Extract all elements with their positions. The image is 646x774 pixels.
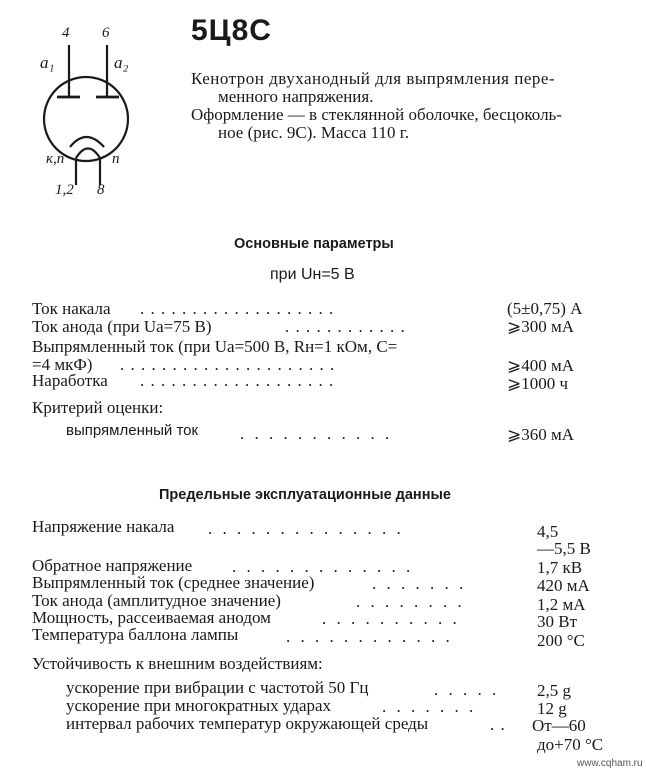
main-row-1-value: ⩾300 мА [507,317,575,336]
limit-row-2-leader: . . . . . . . . . . . . . [232,557,414,576]
criterion-leader: . . . . . . . . . . . [240,424,393,443]
main-row-0-label: Ток накала [32,299,111,318]
watermark: www.cqham.ru [577,758,643,769]
tube-title: 5Ц8С [191,14,272,47]
limit-row-6-leader: . . . . . . . . . . . . [286,627,453,646]
limit-row-3-value: 420 мА [537,576,590,595]
limit-row-4-label: Ток анода (амплитудное значение) [32,591,281,610]
stability-row-1-leader: . . . . . . . [382,697,477,716]
label-anode1: a₁ [40,53,55,72]
label-cathode: к,п [46,151,65,167]
limit-row-0-leader: . . . . . . . . . . . . . . [208,519,404,538]
stability-row-2-leader: . . [490,715,506,734]
description-line-3: Оформление — в стеклянной оболочке, бесцоколь- [191,105,562,124]
criterion-label: выпрямленный ток [66,422,199,439]
limit-row-3-label: Выпрямленный ток (среднее значение) [32,573,315,592]
limit-row-3-leader: . . . . . . . [372,574,467,593]
main-params-heading: Основные параметры [234,236,394,252]
description-line-4: ное (рис. 9С). Масса 110 г. [218,123,410,142]
tube-diagram [20,15,170,215]
main-row-3-value: ⩾400 мА [507,356,575,375]
stability-row-1-label: ускорение при многократных ударах [66,696,332,715]
limit-row-2-value: 1,7 кВ [537,558,583,577]
pin-top-left: 4 [62,25,70,41]
main-row-0-leader: . . . . . . . . . . . . . . . . . . . [140,299,335,318]
limit-row-5-value: 30 Вт [537,612,578,631]
limit-params-heading: Предельные эксплуатационные данные [159,487,451,503]
criterion-heading: Критерий оценки: [32,398,164,417]
pin-top-right: 6 [102,25,110,41]
main-row-2-label: Выпрямленный ток (при Uа=500 В, Rн=1 кОм, С= [32,337,398,356]
limit-row-5-label: Мощность, рассеиваемая анодом [32,608,271,627]
limit-row-6-value: 200 °С [537,631,585,650]
main-row-4-value: ⩾1000 ч [507,374,569,393]
limit-row-4-value: 1,2 мА [537,595,586,614]
stability-row-1-value: 12 g [537,699,567,718]
pin-bottom-right: 8 [97,182,105,198]
stability-heading: Устойчивость к внешним воздействиям: [32,654,323,673]
stability-row-0-label: ускорение при вибрации с частотой 50 Гц [66,678,369,697]
limit-row-0-label: Напряжение накала [32,517,175,536]
limit-row-4-leader: . . . . . . . . [356,592,465,611]
pin-bottom-left: 1,2 [55,182,74,198]
stability-row-0-value: 2,5 g [537,681,571,700]
limit-row-6-label: Температура баллона лампы [32,625,239,644]
criterion-value: ⩾360 мА [507,425,575,444]
main-row-3-label: =4 мкФ) [32,355,93,374]
limit-row-1-value: —5,5 В [537,539,591,558]
main-row-0-value: (5±0,75) А [507,299,583,318]
tube-symbol-icon [20,15,170,215]
main-row-4-leader: . . . . . . . . . . . . . . . . . . . [140,371,335,390]
limit-row-0-value: 4,5 [537,522,559,541]
label-heater: п [112,151,120,167]
limit-row-2-label: Обратное напряжение [32,556,193,575]
main-row-4-label: Наработка [32,371,108,390]
main-row-1-leader: . . . . . . . . . . . . [285,317,406,336]
description-line-1: Кенотрон двуханодный для выпрямления пере- [191,69,556,88]
stability-row-2-value: От—60 [532,716,586,735]
stability-row-0-leader: . . . . . [434,680,500,699]
description-line-2: менного напряжения. [218,87,374,106]
label-anode2: a₂ [114,53,129,72]
main-params-condition: при Uн=5 В [270,266,355,283]
limit-row-5-leader: . . . . . . . . . . [322,609,460,628]
stability-row-2-label: интервал рабочих температур окружающей среды [66,714,429,733]
main-row-1-label: Ток анода (при Uа=75 В) [32,317,212,336]
main-row-3-leader: . . . . . . . . . . . . . . . . . . . . . [120,355,336,374]
stability-row-3-value: до+70 °С [537,735,604,754]
